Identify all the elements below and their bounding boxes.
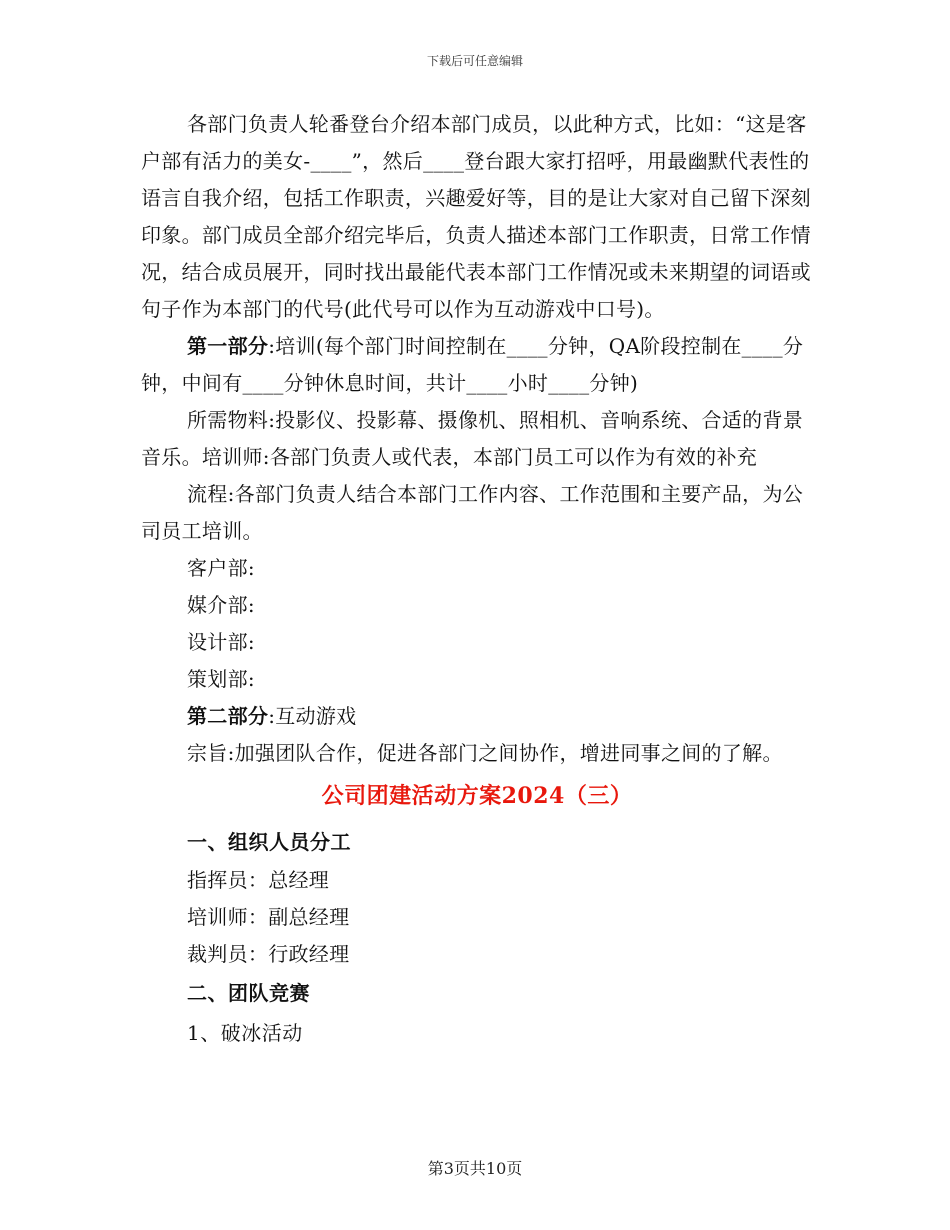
- part1-paragraph: [141, 328, 813, 402]
- heading-organization: 一、组织人员分工: [187, 830, 351, 854]
- dept-customer: 客户部:: [187, 556, 255, 580]
- materials-paragraph: 所需物料:投影仪、投影幕、摄像机、照相机、音响系统、合适的背景音乐。培训师:各部门负责人或代表，本部门员工可以作为有效的补充: [141, 408, 804, 469]
- dept-media: 媒介部:: [187, 593, 255, 617]
- role-trainer: 培训师：副总经理: [187, 905, 350, 929]
- part2-label: 第二部分: [187, 704, 269, 728]
- part2-paragraph: [141, 698, 813, 735]
- document-body: [141, 106, 813, 1053]
- part1-text: :培训(每个部门时间控制在____分钟，QA阶段控制在____分钟，中间有____分钟休息时间，共计____小时____分钟): [141, 334, 804, 395]
- purpose-paragraph: 宗旨:加强团队合作，促进各部门之间协作，增进同事之间的了解。: [187, 741, 783, 765]
- section-title: 公司团建活动方案2024（三）: [321, 783, 633, 809]
- role-referee: 裁判员：行政经理: [187, 942, 350, 966]
- intro-paragraph: 各部门负责人轮番登台介绍本部门成员，以此种方式，比如：“这是客户部有活力的美女-____”，然后____登台跟大家打招呼，用最幽默代表性的语言自我介绍，包括工作职责，兴趣爱好等，目的是让大家对自己留下深刻印象。部门成员全部介绍完毕后，负责人描述本部门工作职责，日常工作情况，结合成员展开，同时找出最能代表本部门工作情况或未来期望的词语或句子作为本部门的代号(此代号可以作为互动游戏中口号)。: [141, 112, 811, 321]
- page-footer: 第3页共10页: [427, 1159, 523, 1178]
- dept-design: 设计部:: [187, 630, 255, 654]
- item-icebreaker: 1、破冰活动: [187, 1021, 303, 1045]
- process-paragraph: 流程:各部门负责人结合本部门工作内容、工作范围和主要产品，为公司员工培训。: [141, 482, 804, 543]
- heading-team-competition: 二、团队竞赛: [187, 981, 310, 1005]
- page-header: 下载后可任意编辑: [426, 54, 523, 68]
- part2-text: :互动游戏: [268, 704, 357, 728]
- dept-planning: 策划部:: [187, 667, 255, 691]
- part1-label: 第一部分: [187, 334, 269, 358]
- role-commander: 指挥员：总经理: [187, 868, 330, 892]
